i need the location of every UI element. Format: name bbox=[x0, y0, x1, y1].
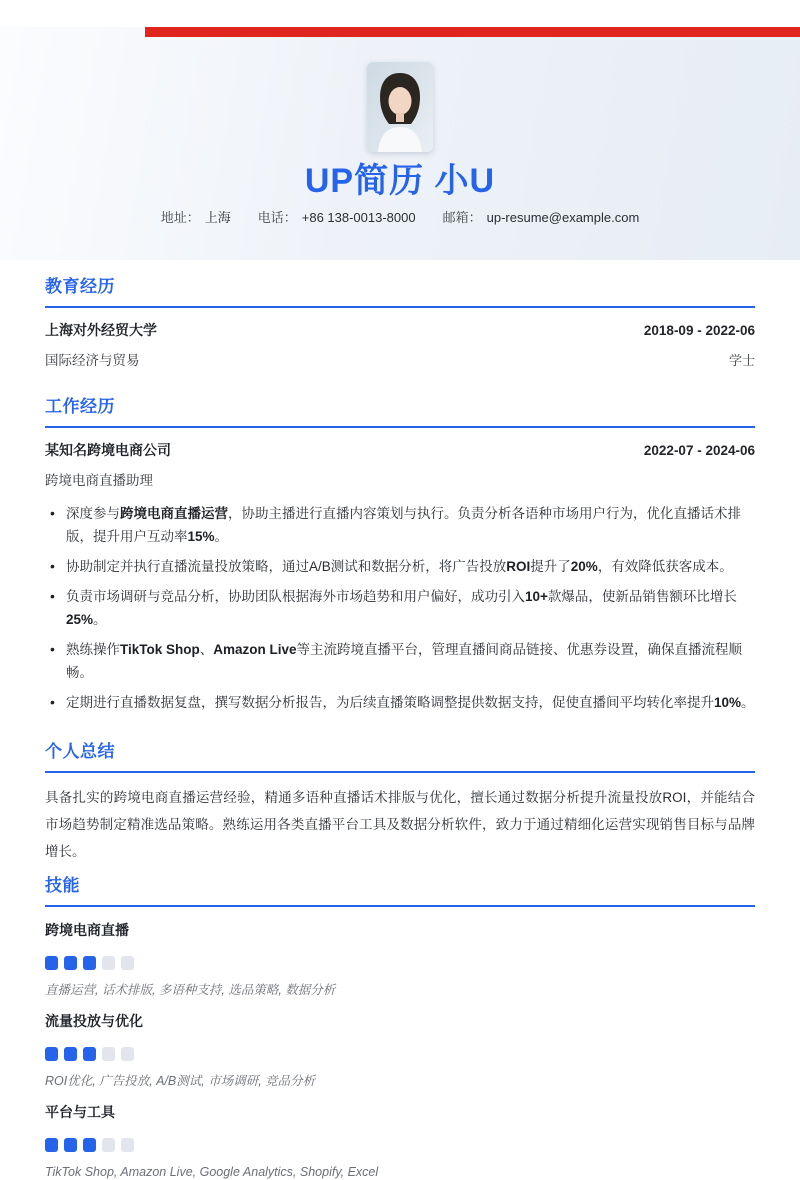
work-divider bbox=[45, 426, 755, 428]
work-period: 2022-07 - 2024-06 bbox=[643, 443, 755, 458]
level-square-filled bbox=[45, 1138, 58, 1152]
work-section-title: 工作经历 bbox=[45, 397, 115, 416]
skill-name: 跨境电商直播 bbox=[45, 922, 129, 938]
skill-item bbox=[45, 920, 755, 998]
work-bullet: • 负责市场调研与竞品分析，协助团队根据海外市场趋势和用户偏好，成功引入10+款爆品，使新品销售额环比增长25%。 bbox=[45, 585, 755, 631]
level-square-filled bbox=[64, 1047, 77, 1061]
address-value: 上海 bbox=[204, 210, 231, 225]
work-bullet-list bbox=[45, 502, 755, 714]
level-square-empty bbox=[121, 1138, 134, 1152]
contact-email bbox=[443, 209, 640, 226]
phone-label: 电话： bbox=[257, 210, 297, 225]
skills-section-title: 技能 bbox=[45, 876, 80, 895]
contact-address bbox=[161, 209, 231, 226]
education-divider bbox=[45, 306, 755, 308]
skill-name: 流量投放与优化 bbox=[45, 1013, 143, 1029]
resume-header bbox=[0, 27, 800, 260]
level-square-filled bbox=[83, 1138, 96, 1152]
major-name: 国际经济与贸易 bbox=[45, 353, 140, 368]
summary-paragraph: 具备扎实的跨境电商直播运营经验，精通多语种直播话术排版与优化，擅长通过数据分析提升流量投放ROI，并能结合市场趋势制定精准选品策略。熟练运用各类直播平台工具及数据分析软件，致力于通过精细化运营实现销售目标与品牌增长。 bbox=[45, 790, 755, 859]
skill-tags: ROI优化, 广告投放, A/B测试, 市场调研, 竞品分析 bbox=[45, 1074, 316, 1088]
level-square-empty bbox=[121, 956, 134, 970]
work-bullet: • 深度参与跨境电商直播运营，协助主播进行直播内容策划与执行。负责分析各语种市场用户行为，优化直播话术排版，提升用户互动率15%。 bbox=[45, 502, 755, 548]
school-name: 上海对外经贸大学 bbox=[45, 322, 157, 338]
level-square-empty bbox=[102, 1047, 115, 1061]
summary-divider bbox=[45, 771, 755, 773]
skill-level-indicator bbox=[45, 956, 755, 970]
top-accent-bar bbox=[145, 27, 800, 37]
education-detail-row bbox=[45, 349, 755, 369]
level-square-filled bbox=[45, 956, 58, 970]
work-role-row bbox=[45, 469, 755, 489]
skill-level-indicator bbox=[45, 1047, 755, 1061]
profile-photo bbox=[367, 62, 433, 152]
section-work bbox=[45, 397, 755, 714]
work-bullet: • 协助制定并执行直播流量投放策略，通过A/B测试和数据分析，将广告投放ROI提升了20%，有效降低获客成本。 bbox=[45, 555, 755, 578]
contact-phone bbox=[258, 209, 416, 226]
education-section-title: 教育经历 bbox=[45, 277, 115, 296]
work-bullet: • 定期进行直播数据复盘，撰写数据分析报告，为后续直播策略调整提供数据支持，促使直播间平均转化率提升10%。 bbox=[45, 691, 755, 714]
email-value: up-resume@example.com bbox=[486, 210, 640, 225]
work-bullet: • 熟练操作TikTok Shop、Amazon Live等主流跨境直播平台，管理直播间商品链接、优惠券设置，确保直播流程顺畅。 bbox=[45, 638, 755, 684]
job-title: 跨境电商直播助理 bbox=[45, 473, 153, 488]
level-square-filled bbox=[83, 956, 96, 970]
email-label: 邮箱： bbox=[442, 210, 482, 225]
phone-value: +86 138-0013-8000 bbox=[301, 210, 416, 225]
work-entry-row bbox=[45, 440, 755, 460]
education-period: 2018-09 - 2022-06 bbox=[643, 323, 755, 338]
contact-row bbox=[161, 209, 640, 226]
section-education bbox=[45, 277, 755, 369]
level-square-filled bbox=[83, 1047, 96, 1061]
education-entry-row bbox=[45, 320, 755, 340]
level-square-empty bbox=[102, 956, 115, 970]
resume-page bbox=[0, 27, 800, 1179]
resume-title: UP简历 小U bbox=[304, 162, 496, 200]
skill-name: 平台与工具 bbox=[45, 1104, 115, 1120]
address-label: 地址： bbox=[160, 210, 200, 225]
skill-level-indicator bbox=[45, 1138, 755, 1152]
skill-item bbox=[45, 1011, 755, 1089]
degree-name: 学士 bbox=[728, 353, 755, 368]
level-square-filled bbox=[64, 1138, 77, 1152]
skill-tags: 直播运营, 话术排版, 多语种支持, 选品策略, 数据分析 bbox=[45, 983, 336, 997]
skill-tags: TikTok Shop, Amazon Live, Google Analytics, Shopify, Excel bbox=[45, 1165, 379, 1179]
summary-section-title: 个人总结 bbox=[45, 742, 115, 761]
level-square-empty bbox=[121, 1047, 134, 1061]
resume-body bbox=[0, 277, 800, 1180]
level-square-empty bbox=[102, 1138, 115, 1152]
level-square-filled bbox=[45, 1047, 58, 1061]
portrait-image bbox=[367, 62, 433, 152]
skill-item bbox=[45, 1102, 755, 1180]
section-summary bbox=[45, 742, 755, 865]
company-name: 某知名跨境电商公司 bbox=[45, 442, 171, 458]
skills-divider bbox=[45, 905, 755, 907]
section-skills bbox=[45, 876, 755, 1180]
level-square-filled bbox=[64, 956, 77, 970]
